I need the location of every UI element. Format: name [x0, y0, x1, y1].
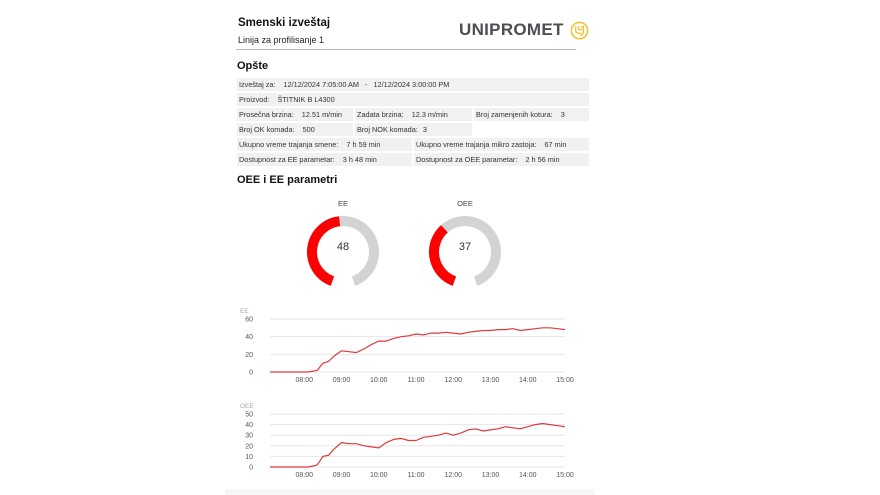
set-speed-cell — [355, 108, 472, 121]
coils-label: Broj zamenjenih kotura: — [476, 110, 553, 119]
gauge-ee — [303, 199, 383, 290]
x-tick-label: 13:00 — [481, 472, 500, 479]
info-row-durations — [237, 138, 589, 151]
page-bottom-edge — [225, 489, 595, 495]
info-row-availability — [237, 153, 589, 166]
report-to: 12/12/2024 3:00:00 PM — [373, 80, 450, 89]
y-tick-label: 20 — [245, 351, 253, 359]
ee-line-chart — [240, 305, 580, 392]
report-separator: - — [365, 80, 368, 89]
info-row-product — [237, 93, 591, 106]
ee-availability-value: 3 h 48 min — [342, 155, 377, 164]
x-tick-label: 08:00 — [295, 472, 314, 479]
nok-value: 3 — [422, 125, 427, 134]
shift-duration-value: 7 h 59 min — [346, 140, 381, 149]
oee-availability-value: 2 h 56 min — [525, 155, 560, 164]
x-tick-label: 11:00 — [407, 472, 425, 479]
nok-label: Broj NOK komada: — [357, 125, 418, 134]
y-tick-label: 30 — [245, 432, 253, 440]
gauge-ee-value: 48 — [336, 241, 350, 253]
gauge-oee — [425, 199, 505, 290]
x-tick-label: 12:00 — [444, 377, 463, 384]
report-page — [230, 0, 592, 495]
x-tick-label: 09:00 — [332, 472, 351, 479]
gauge-value-arc — [434, 229, 454, 281]
ee-availability-label: Dostupnost za EE parametar: — [239, 155, 335, 164]
report-title: Smenski izveštaj — [238, 17, 331, 29]
x-tick-label: 15:00 — [556, 472, 574, 479]
set-speed-label: Zadata brzina: — [357, 110, 404, 119]
oee-availability-cell — [414, 153, 589, 166]
report-from: 12/12/2024 7:05:00 AM — [283, 80, 359, 89]
logo-mark-icon — [570, 21, 589, 40]
x-tick-label: 10:00 — [369, 472, 388, 479]
oee-chart-svg — [240, 400, 580, 482]
y-tick-label: 60 — [245, 316, 253, 324]
report-subtitle: Linija za profilisanje 1 — [238, 35, 325, 45]
logo-text: UNIPROMET — [459, 20, 564, 39]
gauge-oee-label: OEE — [457, 199, 473, 208]
report-label: Izveštaj za: — [239, 80, 276, 89]
oee-line-chart — [240, 400, 580, 487]
shift-duration-cell — [237, 138, 412, 151]
header-divider — [236, 49, 576, 50]
ok-value: 500 — [302, 125, 315, 134]
info-row-report-period — [237, 78, 591, 91]
micro-stop-label: Ukupno vreme trajanja mikro zastoja: — [416, 140, 537, 149]
micro-stop-value: 67 min — [544, 140, 567, 149]
data-line — [270, 424, 565, 468]
x-tick-label: 12:00 — [444, 472, 463, 479]
coils-value: 3 — [560, 110, 565, 119]
data-line — [270, 328, 565, 372]
section-title-oee: OEE i EE parametri — [237, 174, 338, 186]
x-tick-label: 14:00 — [518, 377, 537, 384]
x-tick-label: 09:00 — [332, 377, 351, 384]
avg-speed-value: 12.51 m/min — [301, 110, 342, 119]
ee-chart-svg — [240, 305, 580, 387]
ok-label: Broj OK komada: — [239, 125, 295, 134]
x-tick-label: 08:00 — [295, 377, 314, 384]
y-tick-label: 10 — [245, 453, 253, 461]
chart-axis-title: EE — [240, 308, 249, 315]
section-title-general: Opšte — [237, 60, 269, 72]
y-tick-label: 0 — [249, 464, 253, 472]
info-row-pieces — [237, 123, 474, 136]
nok-pieces-cell — [355, 123, 472, 136]
shift-duration-label: Ukupno vreme trajanja smene: — [239, 140, 339, 149]
oee-availability-label: Dostupnost za OEE parametar: — [416, 155, 518, 164]
y-tick-label: 40 — [245, 422, 253, 430]
info-row-speed — [237, 108, 589, 121]
product-value: ŠTITNIK B L4300 — [277, 95, 335, 104]
x-tick-label: 10:00 — [369, 377, 388, 384]
micro-stop-cell — [414, 138, 589, 151]
y-tick-label: 40 — [245, 334, 253, 342]
avg-speed-cell — [237, 108, 353, 121]
y-tick-label: 0 — [249, 369, 253, 377]
coils-cell — [474, 108, 589, 121]
x-tick-label: 14:00 — [518, 472, 537, 479]
x-tick-label: 15:00 — [556, 377, 574, 384]
y-tick-label: 20 — [245, 443, 253, 451]
company-logo — [459, 20, 589, 40]
gauge-ee-label: EE — [337, 199, 348, 208]
product-label: Proizvod: — [239, 95, 270, 104]
y-tick-label: 50 — [245, 411, 253, 419]
set-speed-value: 12.3 m/min — [411, 110, 448, 119]
ok-pieces-cell — [237, 123, 353, 136]
x-tick-label: 13:00 — [481, 377, 500, 384]
x-tick-label: 11:00 — [407, 377, 425, 384]
ee-availability-cell — [237, 153, 412, 166]
report-period-cell — [237, 78, 589, 91]
chart-axis-title: OEE — [240, 403, 254, 410]
gauge-oee-value: 37 — [458, 241, 472, 253]
product-cell — [237, 93, 589, 106]
avg-speed-label: Prosečna brzina: — [239, 110, 294, 119]
